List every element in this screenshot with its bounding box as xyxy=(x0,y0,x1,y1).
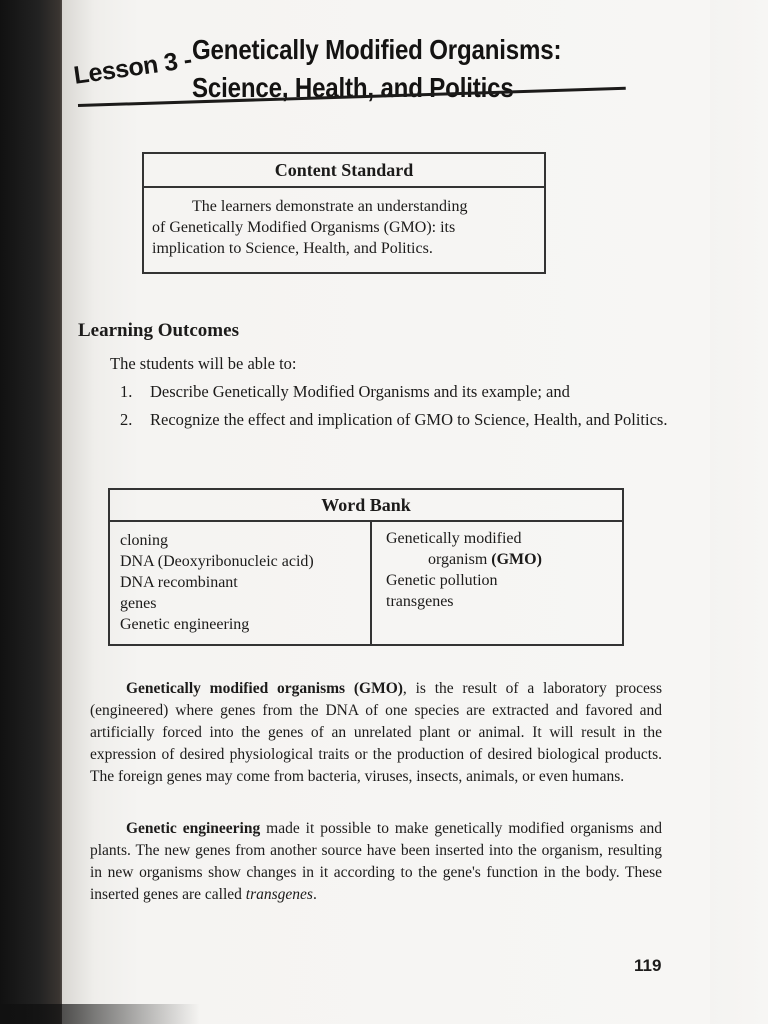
word-bank-term: genes xyxy=(120,595,157,612)
list-number: 2. xyxy=(120,410,133,429)
paragraph-end: . xyxy=(312,886,317,903)
lesson-label: Lesson 3 - xyxy=(71,45,194,90)
content-standard-line: implication to Science, Health, and Politics. xyxy=(152,240,433,257)
learning-outcomes-title: Learning Outcomes xyxy=(78,320,239,341)
list-item xyxy=(120,380,680,404)
word-bank-term-cont xyxy=(386,549,542,570)
list-number: 1. xyxy=(120,382,133,401)
paragraph-text xyxy=(90,818,662,906)
paragraph-genetic-engineering xyxy=(90,818,662,906)
word-bank-box xyxy=(108,488,624,646)
word-bank-term-abbrev: (GMO) xyxy=(491,551,542,568)
paragraph-body: , is the result of a laboratory process (engineered) where genes from the DNA of one species are extracted and favored and artificially forced into the genes of an unrelated plant or animal. It will result in the expression of desired physiological traits or the production of desired biological products. The foreign genes may come from bacteria, viruses, insects, animals, or even humans. xyxy=(90,680,662,785)
content-standard-header: Content Standard xyxy=(144,154,544,188)
paragraph-body: made it possible to make genetically modified organisms and plants. The new genes from another source have been inserted into the organism, resulting in new organisms show changes in it according to the gene's function in the body. These inserted genes are called xyxy=(90,820,662,903)
list-text: Describe Genetically Modified Organisms and its example; and xyxy=(150,382,570,401)
page-shadow xyxy=(0,1004,200,1024)
content-standard-body xyxy=(144,188,544,259)
word-bank-header: Word Bank xyxy=(110,490,622,522)
word-bank-column-1 xyxy=(110,522,372,644)
word-bank-term: transgenes xyxy=(386,593,454,610)
word-bank-term: DNA (Deoxyribonucleic acid) xyxy=(120,553,314,570)
page-margin-right xyxy=(708,0,768,1024)
content-standard-box xyxy=(142,152,546,274)
page-number: 119 xyxy=(634,956,662,975)
learning-outcomes-list xyxy=(120,380,680,436)
word-bank-term: DNA recombinant xyxy=(120,574,238,591)
list-text: Recognize the effect and implication of GMO to Science, Health, and Politics. xyxy=(150,410,668,429)
word-bank-columns xyxy=(110,522,622,644)
learning-outcomes-intro: The students will be able to: xyxy=(110,354,297,373)
content-standard-line: The learners demonstrate an understanding xyxy=(192,198,468,215)
title-line-2: Science, Health, and Politics xyxy=(192,72,514,103)
word-bank-term: Genetically modified xyxy=(386,530,522,547)
bold-term: Genetic engineering xyxy=(126,820,261,837)
book-page xyxy=(62,0,710,1024)
bold-term: Genetically modified organisms (GMO) xyxy=(126,680,403,697)
word-bank-column-2 xyxy=(372,522,542,644)
title-line-1: Genetically Modified Organisms: xyxy=(192,34,562,65)
word-bank-term: Genetic engineering xyxy=(120,616,250,633)
word-bank-term: Genetic pollution xyxy=(386,572,498,589)
list-item xyxy=(120,408,680,432)
paragraph-gmo xyxy=(90,678,662,788)
paragraph-text xyxy=(90,678,662,788)
word-bank-term-part: organism xyxy=(428,551,492,568)
word-bank-term: cloning xyxy=(120,532,168,549)
italic-term: transgenes xyxy=(245,886,313,903)
book-spine xyxy=(0,0,70,1024)
content-standard-line: of Genetically Modified Organisms (GMO): its xyxy=(152,219,456,236)
